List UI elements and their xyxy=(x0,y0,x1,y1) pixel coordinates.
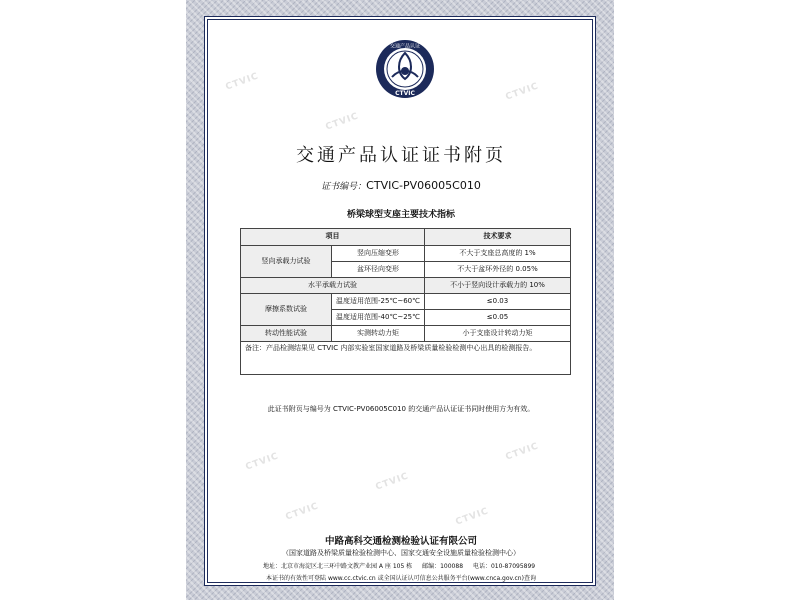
watermark: CTVIC xyxy=(454,506,491,528)
item-name: 竖向压缩变形 xyxy=(332,246,425,262)
table-note: 备注：产品检测结果见 CTVIC 内部实验室国家道路及桥梁质量检验检测中心出具的检测报告。 xyxy=(241,342,571,375)
item-name: 实测转动力矩 xyxy=(332,326,425,342)
table-note-row xyxy=(241,342,571,375)
issuer-postcode: 邮编：100088 xyxy=(422,563,464,570)
issuer-phone: 电话：010-87095899 xyxy=(472,563,536,570)
item-requirement: 小于支座设计转动力矩 xyxy=(425,326,571,342)
certificate-border xyxy=(186,0,614,600)
issuer-address: 地址：北京市海淀区北三环中路文教产业园 A 座 105 栋 xyxy=(263,563,413,570)
logo-ring-text: 交通产品认证 xyxy=(389,43,421,50)
issuer-contact xyxy=(263,561,543,570)
item-name: 温度适用范围-40℃~25℃ xyxy=(332,310,425,326)
certificate-number-line xyxy=(205,179,597,192)
ctvic-logo-icon xyxy=(375,39,435,99)
spec-table xyxy=(240,228,571,375)
issuer-subtitle: （国家道路及桥梁质量检验检测中心、国家交通安全设施质量检验检测中心） xyxy=(282,549,520,557)
certificate-page xyxy=(204,16,596,586)
item-requirement: 不大于盆环外径的 0.05% xyxy=(425,262,571,278)
item-requirement: 不大于支座总高度的 1% xyxy=(425,246,571,262)
binding-statement: 此证书附页与编号为 CTVIC-PV06005C010 的交通产品认证证书同时使用方为有效。 xyxy=(267,405,535,413)
table-row xyxy=(241,326,571,342)
table-header-row xyxy=(241,229,571,246)
certificate-number-label: 证书编号： xyxy=(321,182,367,192)
watermark: CTVIC xyxy=(284,501,321,523)
header-requirement: 技术要求 xyxy=(425,229,571,246)
table-row xyxy=(241,246,571,262)
table-row xyxy=(241,278,571,294)
item-requirement: ≤0.05 xyxy=(425,310,571,326)
group-name: 摩擦系数试验 xyxy=(241,294,332,326)
table-row xyxy=(241,294,571,310)
watermark: CTVIC xyxy=(324,111,361,133)
verification-note: 本证书的有效性可登陆 www.cc.ctvic.cn 或全国认证认可信息公共服务平台(www.cnca.gov.cn)查询 xyxy=(266,575,536,582)
header-item: 项目 xyxy=(241,229,425,246)
group-name: 竖向承载力试验 xyxy=(241,246,332,278)
item-name: 盆环径向变形 xyxy=(332,262,425,278)
item-name: 温度适用范围-25℃~60℃ xyxy=(332,294,425,310)
table-title: 桥梁球型支座主要技术指标 xyxy=(346,210,455,220)
watermark: CTVIC xyxy=(504,81,541,103)
logo-acronym: CTVIC xyxy=(395,90,415,97)
issuer-name: 中路高科交通检测检验认证有限公司 xyxy=(324,536,477,547)
group-name: 水平承载力试验 xyxy=(241,278,425,294)
group-name: 转动性能试验 xyxy=(241,326,332,342)
watermark: CTVIC xyxy=(374,471,411,493)
item-requirement: ≤0.03 xyxy=(425,294,571,310)
item-requirement: 不小于竖向设计承载力的 10% xyxy=(425,278,571,294)
watermark: CTVIC xyxy=(244,451,281,473)
watermark: CTVIC xyxy=(504,441,541,463)
certificate-number: CTVIC-PV06005C010 xyxy=(366,179,481,192)
watermark: CTVIC xyxy=(224,71,261,93)
page-title: 交通产品认证证书附页 xyxy=(296,145,506,166)
